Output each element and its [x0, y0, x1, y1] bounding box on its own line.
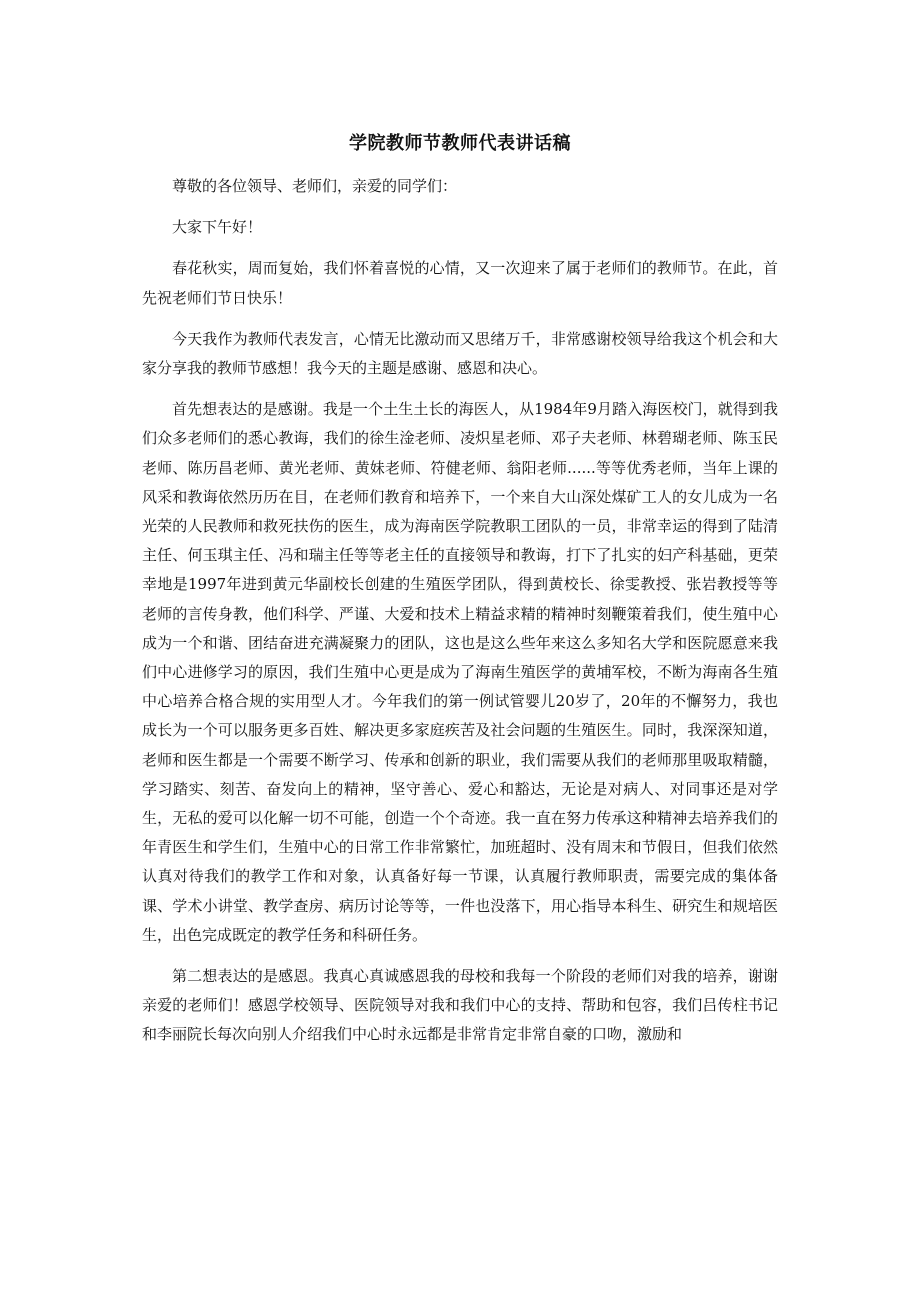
document-title: 学院教师节教师代表讲话稿	[349, 133, 571, 154]
salutation-paragraph: 大家下午好！	[172, 218, 263, 237]
body-paragraph: 春花秋实，周而复始，我们怀着喜悦的心情，又一次迎来了属于老师们的教师节。在此，首先祝老师们节日快乐！	[142, 259, 778, 307]
document-body	[142, 126, 778, 1062]
body-paragraph: 第二想表达的是感恩。我真心真诚感恩我的母校和我每一个阶段的老师们对我的培养，谢谢亲爱的老师们！感恩学校领导、医院领导对我和我们中心的支持、帮助和包容，我们吕传柱书记和李丽院长每次向别人介绍我们中心时永远都是非常肯定非常自豪的口吻，激励和	[142, 967, 778, 1044]
body-paragraph: 今天我作为教师代表发言，心情无比激动而又思绪万千，非常感谢校领导给我这个机会和大家分享我的教师节感想！我今天的主题是感谢、感恩和决心。	[142, 329, 778, 378]
body-paragraph: 首先想表达的是感谢。我是一个土生土长的海医人，从1984年9月踏入海医校门，就得到我们众多老师们的悉心教诲，我们的徐生淦老师、凌炽星老师、邓子夫老师、林碧瑚老师、陈玉民老师、陈历昌老师、黄光老师、黄妹老师、符健老师、翁阳老师......等等优秀老师，当年上课的风采和教诲依然历历在目，在老师们教育和培养下，一个来自大山深处煤矿工人的女儿成为一名光荣的人民教师和救死扶伤的医生，成为海南医学院教职工团队的一员，非常幸运的得到了陆清主任、何玉琪主任、冯和瑞主任等等老主任的直接领导和教诲，打下了扎实的妇产科基础，更荣幸地是1997年进到黄元华副校长创建的生殖医学团队，得到黄校长、徐雯教授、张岩教授等等老师的言传身教，他们科学、严谨、大爱和技术上精益求精的精神时刻鞭策着我们，使生殖中心成为一个和谐、团结奋进充满凝聚力的团队，这也是这么些年来这么多知名大学和医院愿意来我们中心进修学习的原因，我们生殖中心更是成为了海南生殖医学的黄埔军校，不断为海南各生殖中心培养合格合规的实用型人才。今年我们的第一例试管婴儿20岁了，20年的不懈努力，我也成长为一个可以服务更多百姓、解决更多家庭疾苦及社会问题的生殖医生。同时，我深深知道，老师和医生都是一个需要不断学习、传承和创新的职业，我们需要从我们的老师那里吸取精髓，学习踏实、刻苦、奋发向上的精神，坚守善心、爱心和豁达，无论是对病人、对同事还是对学生，无私的爱可以化解一切不可能，创造一个个奇迹。我一直在努力传承这种精神去培养我们的年青医生和学生们，生殖中心的日常工作非常繁忙，加班超时、没有周末和节假日，但我们依然认真对待我们的教学工作和对象，认真备好每一节课，认真履行教师职责，需要完成的集体备课、学术小讲堂、教学查房、病历讨论等等，一件也没落下，用心指导本科生、研究生和规培医生，出色完成既定的教学任务和科研任务。	[142, 400, 778, 944]
greeting-paragraph: 尊敬的各位领导、老师们，亲爱的同学们：	[172, 177, 458, 195]
